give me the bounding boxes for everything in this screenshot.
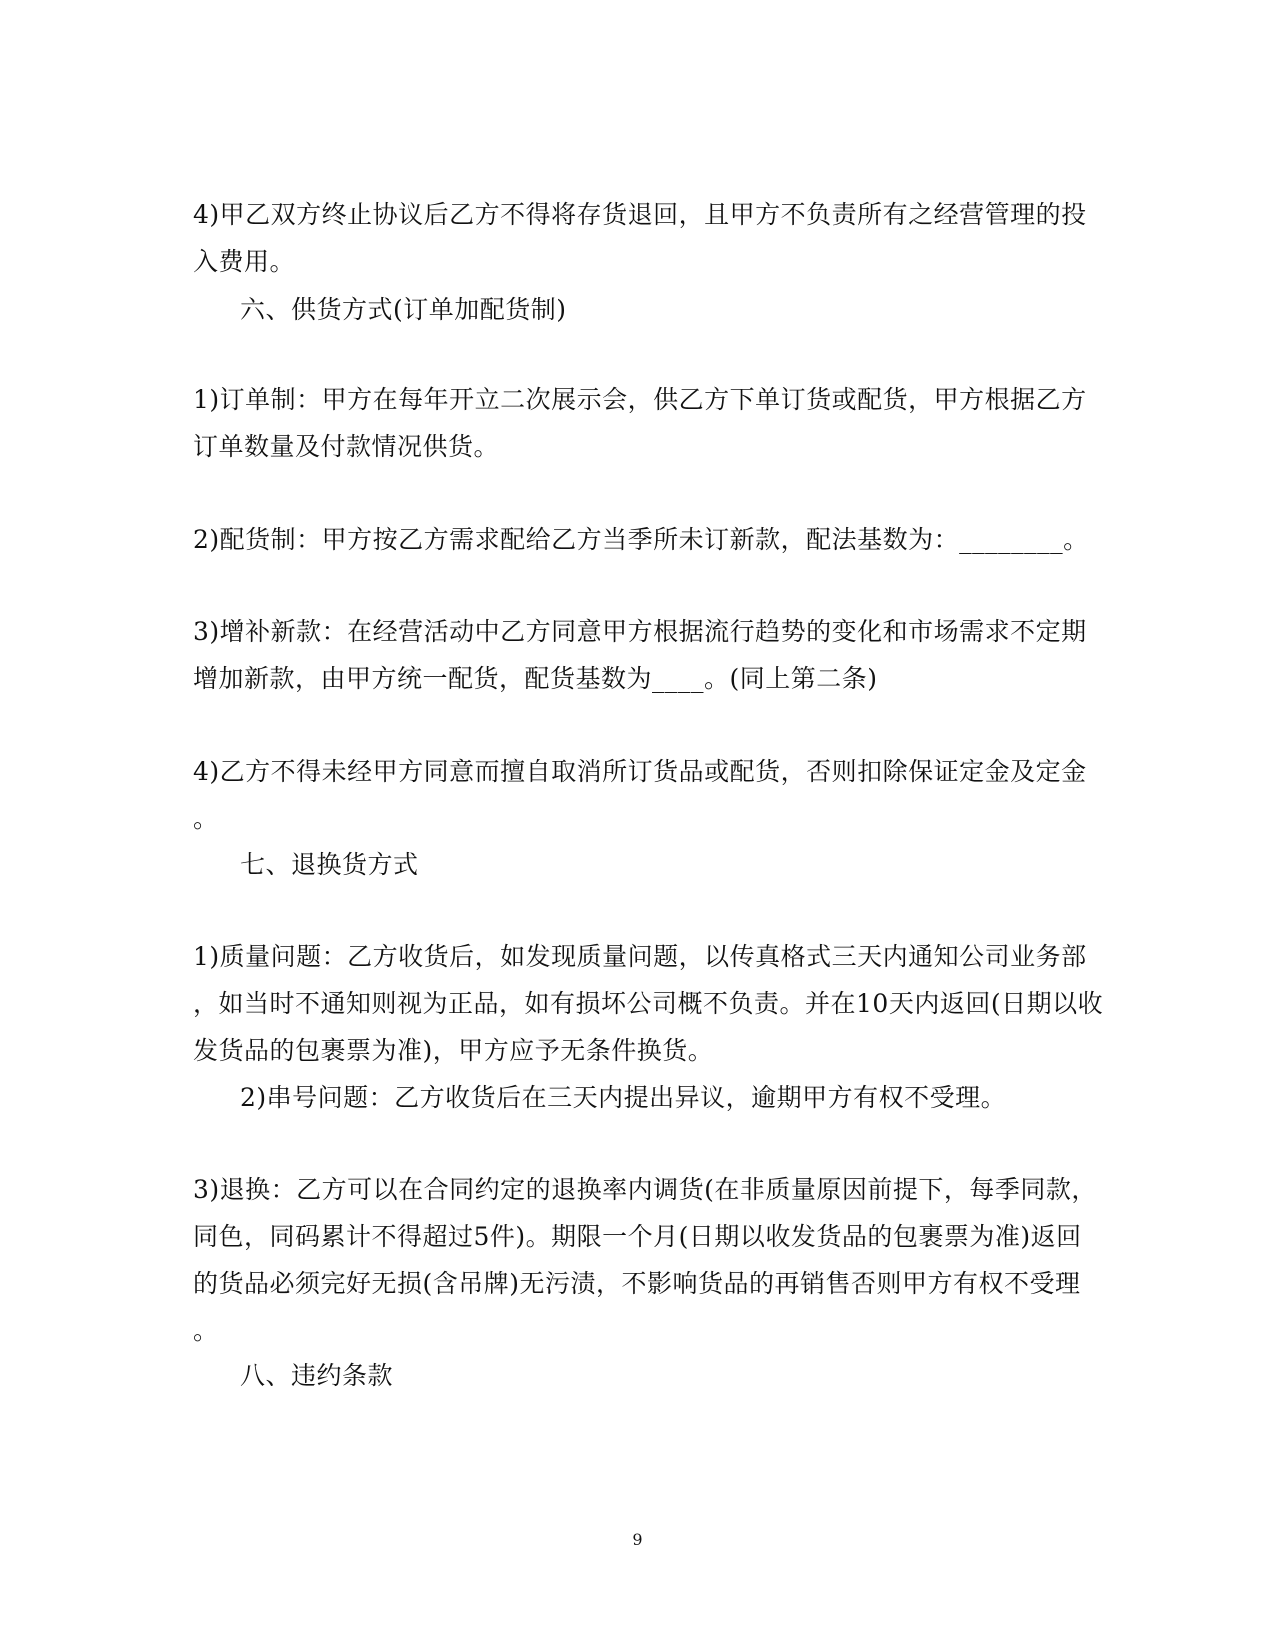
body-line: 。 xyxy=(193,1316,219,1345)
body-line: 增加新款，由甲方统一配货，配货基数为____。(同上第二条) xyxy=(193,664,878,693)
section-heading: 六、供货方式(订单加配货制) xyxy=(240,295,567,324)
body-line: 2)配货制：甲方按乙方需求配给乙方当季所未订新款，配法基数为：________。 xyxy=(193,525,1089,554)
body-line: 发货品的包裹票为准)，甲方应予无条件换货。 xyxy=(193,1036,714,1065)
body-line: 订单数量及付款情况供货。 xyxy=(193,432,500,461)
body-line: 1)订单制：甲方在每年开立二次展示会，供乙方下单订货或配货，甲方根据乙方 xyxy=(193,385,1087,414)
body-line: 3)退换：乙方可以在合同约定的退换率内调货(在非质量原因前提下，每季同款， xyxy=(193,1175,1097,1204)
body-line: 1)质量问题：乙方收货后，如发现质量问题，以传真格式三天内通知公司业务部 xyxy=(193,942,1087,971)
body-line: 2)串号问题：乙方收货后在三天内提出异议，逾期甲方有权不受理。 xyxy=(240,1083,1007,1112)
body-line: 4)甲乙双方终止协议后乙方不得将存货退回，且甲方不负责所有之经营管理的投 xyxy=(193,200,1087,229)
section-heading: 八、违约条款 xyxy=(240,1361,394,1390)
body-line: 4)乙方不得未经甲方同意而擅自取消所订货品或配货，否则扣除保证定金及定金 xyxy=(193,757,1087,786)
body-line: 入费用。 xyxy=(193,247,296,276)
body-line: 。 xyxy=(193,804,219,833)
body-line: ，如当时不通知则视为正品，如有损坏公司概不负责。并在10天内返回(日期以收 xyxy=(193,989,1104,1018)
body-line: 同色，同码累计不得超过5件)。期限一个月(日期以收发货品的包裹票为准)返回 xyxy=(193,1222,1082,1251)
body-line: 的货品必须完好无损(含吊牌)无污渍，不影响货品的再销售否则甲方有权不受理 xyxy=(193,1269,1081,1298)
page-number: 9 xyxy=(632,1530,643,1549)
body-line: 3)增补新款：在经营活动中乙方同意甲方根据流行趋势的变化和市场需求不定期 xyxy=(193,617,1087,646)
section-heading: 七、退换货方式 xyxy=(240,850,419,879)
